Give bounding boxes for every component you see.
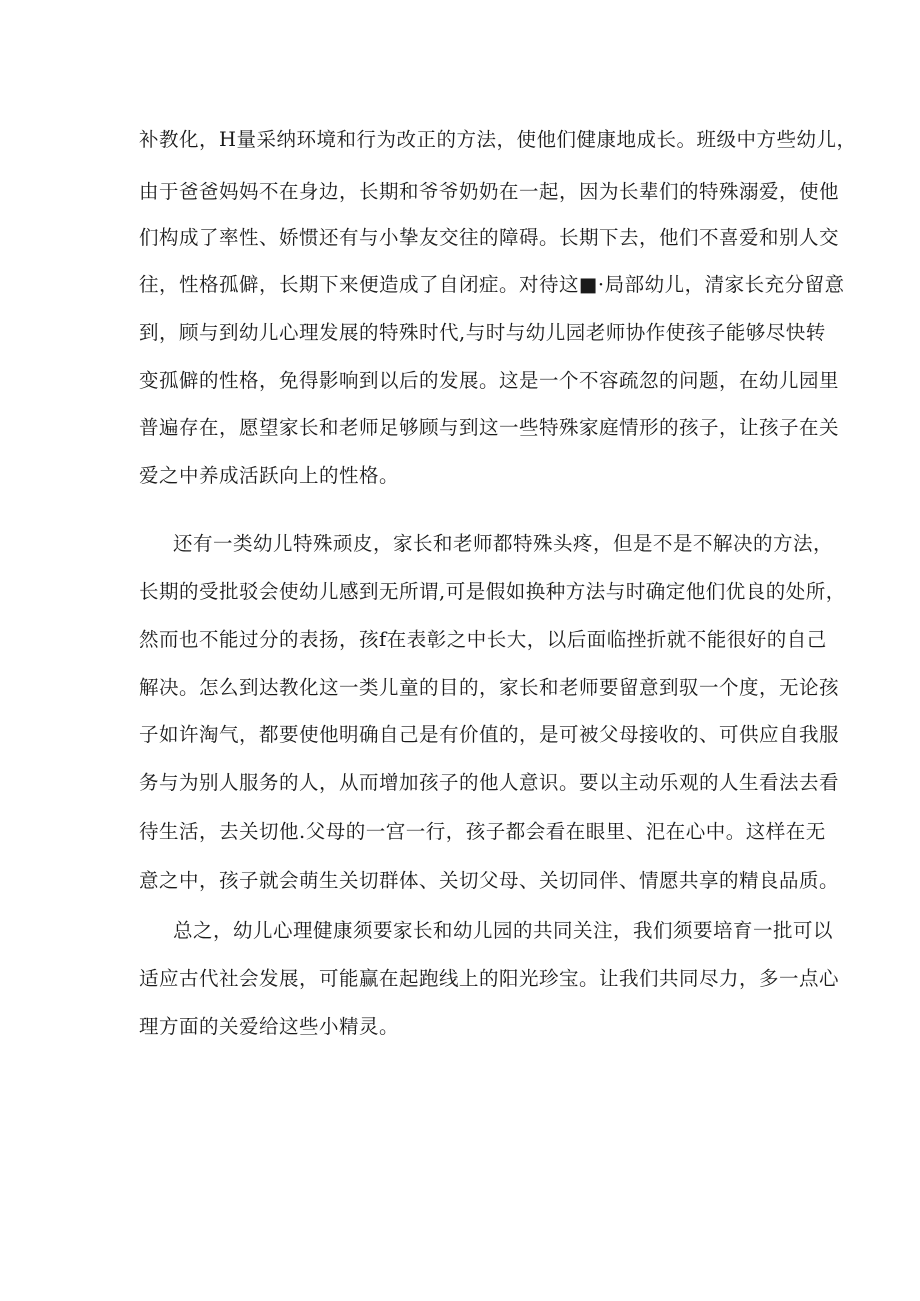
text-line: 还有一类幼儿特殊顽皮，家长和老师都特殊头疼，但是不是不解决的方法， bbox=[173, 532, 834, 555]
text-line: 理方面的关爱给这些小精灵。 bbox=[139, 1015, 400, 1038]
text-line: 往，性格孤僻，长期下来便造成了自闭症。对待这■·局部幼儿，清家长充分留意 bbox=[139, 273, 845, 296]
text-line: 变孤僻的性格，免得影响到以后的发展。这是一个不容疏忽的问题，在幼儿园里 bbox=[139, 369, 840, 392]
text-line: 解决。怎么到达教化这一类儿童的目的，家长和老师要留意到驭一个度，无论孩 bbox=[139, 676, 840, 699]
text-line: 意之中，孩子就会萌生关切群体、关切父母、关切同伴、情愿共享的精良品质。 bbox=[139, 869, 840, 892]
text-line: 适应古代社会发展，可能赢在起跑线上的阳光珍宝。让我们共同尽力，多一点心 bbox=[139, 967, 840, 990]
text-line: 普遍存在，愿望家长和老师足够顾与到这一些特殊家庭情形的孩子，让孩子在关 bbox=[139, 416, 840, 439]
text-line: 务与为别人服务的人，从而增加孩子的他人意识。要以主动乐观的人生看法去看 bbox=[139, 771, 840, 794]
text-line: 爱之中养成活跃向上的性格。 bbox=[139, 464, 400, 487]
text-line: 补教化，H量采纳环境和行为改正的方法，使他们健康地成长。班级中方些幼儿， bbox=[139, 128, 857, 151]
text-line: 然而也不能过分的表扬，孩f在表彰之中长大，以后面临挫折就不能很好的自己 bbox=[139, 628, 827, 651]
text-line: 长期的受批驳会使幼儿感到无所谓,可是假如换种方法与时确定他们优良的处所， bbox=[139, 580, 846, 603]
text-line: 子如许淘气，都要使他明确自己是有价值的，是可被父母接收的、可供应自我服 bbox=[139, 723, 840, 746]
text-line: 们构成了率性、娇惯还有与小挚友交往的障碍。长期下去，他们不喜爱和别人交 bbox=[139, 226, 840, 249]
text-line: 由于爸爸妈妈不在身边，长期和爷爷奶奶在一起，因为长辈们的特殊溺爱，使他 bbox=[139, 180, 840, 203]
text-line: 待生活，去关切他.父母的一宫一行，孩子都会看在眼里、汜在心中。这样在无 bbox=[139, 820, 826, 843]
text-line: 总之，幼儿心理健康须要家长和幼儿园的共同关注，我们须要培育一批可以 bbox=[173, 919, 834, 942]
text-line: 到，顾与到幼儿心理发展的特殊时代,与时与幼儿园老师协作使孩子能够尽快转 bbox=[139, 321, 826, 344]
